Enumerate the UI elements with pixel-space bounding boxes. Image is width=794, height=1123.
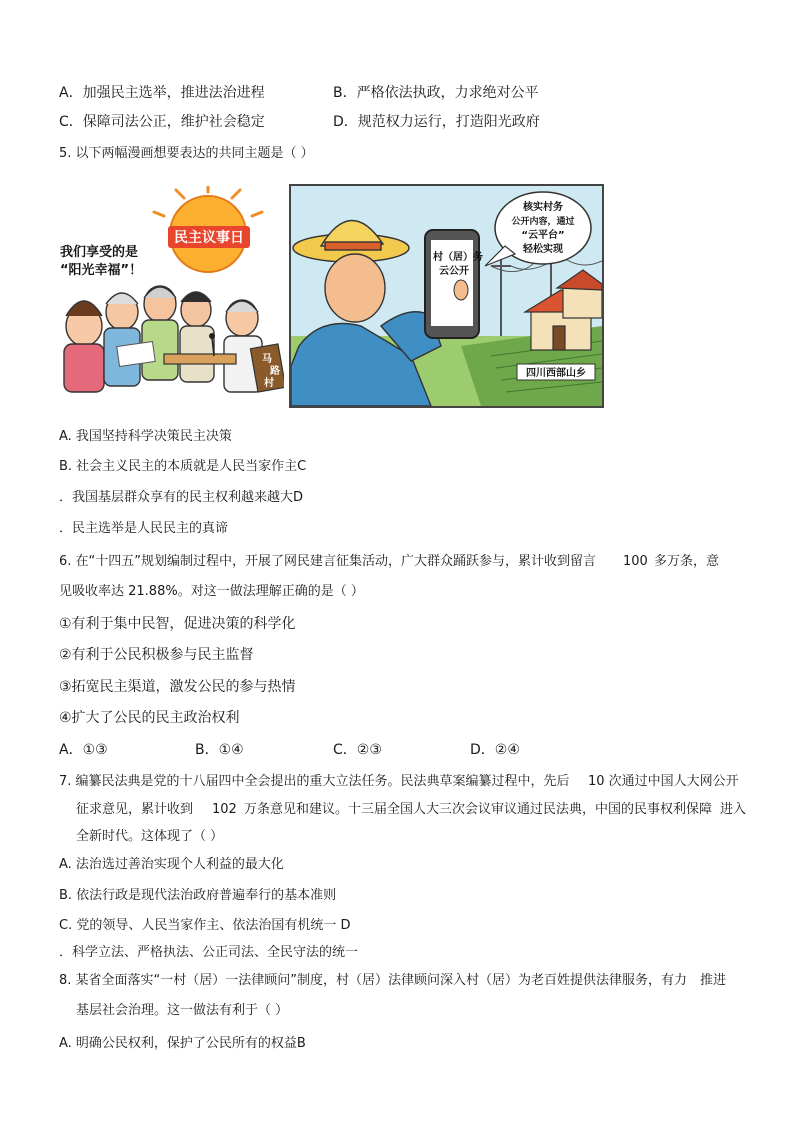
- q7-stem-line2-d: 进入: [720, 802, 747, 817]
- q5-option-c: ．我国基层群众享有的民主权利越来越大D: [59, 490, 304, 505]
- cartoon2-phone-line2: 云公开: [439, 266, 469, 277]
- cartoon-cloud-platform: [289, 184, 604, 408]
- q5-option-d: ．民主选举是人民民主的真谛: [59, 521, 229, 536]
- q5-option-b: B. 社会主义民主的本质就是人民当家作主C: [59, 459, 307, 474]
- cartoon2-bubble-line1: 核实村务: [523, 202, 563, 213]
- q6-item-4: ④扩大了公民的民主政治权利: [59, 710, 240, 726]
- q6-option-a: A．①③: [59, 742, 108, 758]
- q5-option-a: A. 我国坚持科学决策民主决策: [59, 429, 232, 444]
- cartoon1-placard-2: 路: [270, 366, 280, 377]
- q8-stem-line2: 基层社会治理。这一做法有利于（ ）: [76, 1003, 289, 1018]
- q7-stem-line2-c: 万条意见和建议。十三届全国人大三次会议审议通过民法典，中国的民事权利保障: [244, 802, 713, 817]
- q7-option-c: C. 党的领导、人民当家作主、依法治国有机统一 D: [59, 918, 351, 933]
- cartoon1-placard-3: 村: [264, 378, 274, 389]
- cartoon2-phone-line1: 村（居）务: [433, 252, 483, 263]
- q6-option-d: D．②④: [470, 742, 520, 758]
- q8-stem-line1-b: 推进: [700, 973, 727, 988]
- cartoon1-speech-line2: “阳光幸福”！: [60, 263, 143, 278]
- q6-stem-line2: 见吸收率达 21.88%。对这一做法理解正确的是（ ）: [59, 584, 364, 599]
- q4-option-d: D．规范权力运行，打造阳光政府: [333, 114, 540, 130]
- q8-stem-line1-a: 8. 某省全面落实“一村（居）一法律顾问”制度，村（居）法律顾问深入村（居）为老百姓提供法律服务，有力: [59, 973, 688, 988]
- q6-item-3: ③拓宽民主渠道，激发公民的参与热情: [59, 679, 296, 695]
- q7-option-b: B. 依法行政是现代法治政府普遍奉行的基本准则: [59, 888, 337, 903]
- cartoon-democracy-day: [56, 186, 284, 396]
- q6-stem-line1-a: 6. 在“十四五”规划编制过程中，开展了网民建言征集活动，广大群众踊跃参与，累计收到留言: [59, 554, 597, 569]
- q4-option-c: C．保障司法公正，维护社会稳定: [59, 114, 265, 130]
- q6-item-2: ②有利于公民积极参与民主监督: [59, 647, 254, 663]
- q7-stem-line1-a: 7. 编纂民法典是党的十八届四中全会提出的重大立法任务。民法典草案编纂过程中，先后: [59, 774, 570, 789]
- q6-option-b: B．①④: [195, 742, 244, 758]
- cartoon2-caption: 四川西部山乡: [526, 368, 586, 379]
- q4-option-b: B．严格依法执政，力求绝对公平: [333, 85, 539, 101]
- cartoon1-speech-line1: 我们享受的是: [60, 245, 139, 260]
- q6-item-1: ①有利于集中民智，促进决策的科学化: [59, 616, 296, 632]
- q7-stem-line1-b: 10 次通过中国人大网公开: [588, 774, 739, 789]
- phone-icon: [425, 230, 479, 338]
- q5-stem: 5. 以下两幅漫画想要表达的共同主题是（ ）: [59, 146, 314, 161]
- q8-option-a: A. 明确公民权利，保护了公民所有的权益B: [59, 1036, 306, 1051]
- q6-stem-line1-c: 多万条，意: [654, 554, 720, 569]
- cartoon2-bubble-line3: “云平台”: [521, 230, 565, 241]
- cartoon2-bubble-line2: 公开内容，通过: [511, 217, 575, 227]
- q6-stem-line1-b: 100: [623, 554, 648, 569]
- q7-option-a: A. 法治选过善治实现个人利益的最大化: [59, 857, 284, 872]
- q7-stem-line2-a: 征求意见，累计收到: [76, 802, 194, 817]
- cartoon1-placard-1: 马: [262, 354, 272, 365]
- cartoon2-bubble-line4: 轻松实现: [523, 244, 563, 255]
- q7-stem-line2-b: 102: [212, 802, 237, 817]
- q7-stem-line3: 全新时代。这体现了（ ）: [76, 829, 224, 844]
- cartoon1-sign: 民主议事日: [174, 230, 244, 246]
- q7-option-d: ．科学立法、严格执法、公正司法、全民守法的统一: [59, 945, 359, 960]
- q4-option-a: A．加强民主选举，推进法治进程: [59, 85, 265, 101]
- q6-option-c: C．②③: [333, 742, 382, 758]
